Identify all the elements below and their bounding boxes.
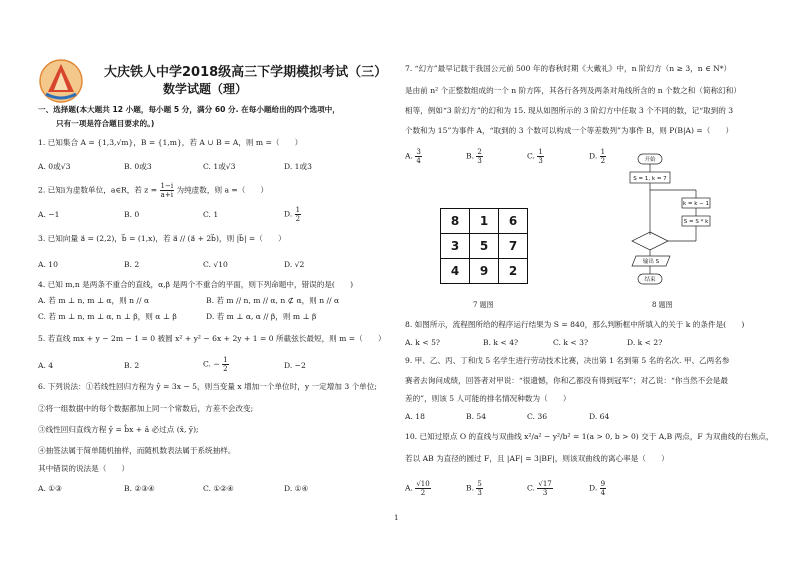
q7-b-den: 3 (477, 157, 482, 165)
question-8-stem: 8. 如图所示，流程图所给的程序运行结果为 S = 840，那么判断框中所填入的关于 k 的条件是( ) (405, 320, 745, 329)
section-heading-1: 一、选择题(本大题共 12 小题，每小题 5 分，满分 60 分. 在每小题给出的四个选项中， (38, 105, 340, 114)
q2-option-d-label: D. (284, 209, 293, 219)
question-9-line-3: 差的”，则该 5 人可能的排名情况种数为（ ） (405, 394, 571, 403)
q3-option-b[interactable]: B. 2 (124, 260, 140, 269)
q5-option-b[interactable]: B. 2 (124, 361, 140, 370)
school-title: 大庆铁人中学2018级高三下学期模拟考试（三） (104, 65, 388, 80)
q7-c-num: 1 (538, 148, 543, 156)
q7-a-label: A. (405, 151, 413, 161)
q10-a-num: √10 (416, 480, 430, 488)
q9-option-c[interactable]: C. 36 (527, 412, 548, 421)
q6-option-d[interactable]: D. ①④ (284, 484, 309, 493)
q1-option-a[interactable]: A. 0或√3 (38, 162, 71, 171)
flowchart (616, 152, 712, 292)
q6-option-c[interactable]: C. ①②④ (203, 484, 234, 493)
q10-c-label: C. (527, 483, 535, 493)
q2-d-num: 1 (295, 206, 301, 214)
q5-c-den: 2 (223, 365, 228, 373)
flow-end-label: 结束 (644, 277, 656, 283)
q8-option-c[interactable]: C. k < 3? (553, 338, 589, 347)
q2-option-d-fraction (295, 206, 301, 223)
q5-option-c-fraction (222, 356, 228, 373)
q2-fraction (160, 182, 175, 199)
q1-option-d[interactable]: D. 1或3 (284, 162, 312, 171)
q7-d-label: D. (589, 151, 598, 161)
q10-option-a[interactable] (405, 480, 431, 497)
magic-cell: 6 (499, 209, 528, 234)
q5-option-c[interactable] (203, 356, 229, 373)
magic-cell: 8 (441, 209, 470, 234)
magic-cell: 5 (470, 234, 499, 259)
page-number: 1 (394, 514, 399, 522)
q10-b-fraction (476, 480, 482, 497)
q2-stem-end: 为纯虚数，则 a =（ ） (176, 185, 269, 195)
question-7-line-3: 相等，例如“3 阶幻方”的幻和为 15. 现从如图所示的 3 阶幻方中任取 3 个不同的数，记“取到的 3 (405, 106, 734, 115)
flow-start-label: 开始 (644, 157, 656, 163)
question-5-stem: 5. 若直线 mx + y − 2m − 1 = 0 被圆 x² + y² − 6x + 2y + 1 = 0 所截弦长最短，则 m =（ ） (38, 334, 386, 343)
q9-option-b[interactable]: B. 54 (466, 412, 487, 421)
figure-7-caption: 7 题图 (473, 301, 494, 309)
q10-d-label: D. (589, 483, 598, 493)
q10-b-den: 3 (477, 489, 482, 497)
q10-b-num: 5 (477, 480, 482, 488)
q9-option-d[interactable]: D. 64 (589, 412, 610, 421)
q7-option-c[interactable] (527, 148, 544, 165)
q10-a-label: A. (405, 483, 413, 493)
q10-c-fraction (537, 480, 552, 497)
question-4-stem: 4. 已知 m,n 是两条不重合的直线，α,β 是两个不重合的平面，则下列命题中，错误的是( ) (38, 280, 354, 289)
school-logo (38, 58, 84, 104)
q2-d-den: 2 (295, 215, 301, 223)
q2-option-c[interactable]: C. 1 (203, 210, 219, 219)
q7-c-fraction (537, 148, 543, 165)
magic-cell: 3 (441, 234, 470, 259)
q3-option-a[interactable]: A. 10 (38, 260, 58, 269)
q10-option-b[interactable] (466, 480, 483, 497)
q1-option-b[interactable]: B. 0或3 (124, 162, 152, 171)
question-6-line-3: ③线性回归直线方程 ŷ = b̂x + â 必过点 (x̄, ȳ); (38, 425, 199, 434)
question-7-line-2: 是由前 n² 个正整数组成的一个 n 阶方阵，其各行各列及两条对角线所含的 n 个数之和（简称幻和） (405, 86, 741, 95)
q7-b-num: 2 (477, 148, 482, 156)
q6-option-b[interactable]: B. ②③④ (124, 484, 155, 493)
question-10-line-2: 若以 AB 为直径的圆过 F，且 |AF| = 3|BF|，则该双曲线的离心率是（ ） (405, 454, 669, 463)
magic-cell: 1 (470, 209, 499, 234)
flow-init-label: S = 1, k = 7 (633, 176, 667, 182)
q7-option-b[interactable] (466, 148, 483, 165)
q7-option-d[interactable] (589, 148, 606, 165)
q10-a-den: 2 (420, 489, 426, 497)
question-2-stem (38, 182, 268, 199)
magic-cell: 7 (499, 234, 528, 259)
q7-c-label: C. (527, 151, 535, 161)
subject-title: 数学试题（理） (163, 82, 248, 96)
q5-c-num: 1 (223, 356, 228, 364)
q2-stem-start: 2. 已知i为虚数单位，a∈R，若 z = (38, 185, 158, 195)
q4-option-b[interactable]: B. 若 m // n, m // α, n ⊄ α，则 n // α (206, 296, 340, 305)
q9-option-a[interactable]: A. 18 (405, 412, 425, 421)
q5-option-d[interactable]: D. −2 (284, 361, 306, 370)
q2-frac-num: 1−i (160, 182, 174, 190)
question-6-line-1: 6. 下列说法：①若线性回归方程为 ŷ = 3x − 5，则当变量 x 增加一个单位时，y 一定增加 3 个单位; (38, 382, 377, 391)
section-heading-2: 只有一项是符合题目要求的。) (56, 119, 155, 128)
q10-c-num: √17 (538, 480, 552, 488)
figure-8-caption: 8 题图 (652, 301, 673, 309)
flow-step1-label: k = k − 1 (682, 201, 710, 207)
q10-option-c[interactable] (527, 480, 553, 497)
magic-cell: 2 (499, 259, 528, 284)
magic-square (440, 208, 528, 284)
q7-d-den: 2 (600, 157, 606, 165)
q5-option-a[interactable]: A. 4 (38, 361, 54, 370)
magic-cell: 9 (470, 259, 499, 284)
question-9-line-1: 9. 甲、乙、丙、丁和戊 5 名学生进行劳动技术比赛，决出第 1 名到第 5 名的名次. 甲、乙两名参 (405, 356, 730, 365)
question-6-line-2: ②将一组数据中的每个数据都加上同一个常数后，方差不会改变; (38, 404, 254, 413)
q8-option-d[interactable]: D. k < 2? (627, 338, 663, 347)
q8-option-a[interactable]: A. k < 5? (405, 338, 441, 347)
q10-d-fraction (600, 480, 606, 497)
q3-option-d[interactable]: D. √2 (284, 260, 305, 269)
question-7-line-4: 个数和为 15”为事件 A，“取到的 3 个数可以构成一个等差数列”为事件 B，则 P(B|A) =（ ） (405, 126, 734, 135)
q4-option-d[interactable]: D. 若 m ⊥ α, α // β，则 m ⊥ β (206, 312, 317, 321)
q7-c-den: 3 (538, 157, 543, 165)
question-6-line-4: ④抽签法属于简单随机抽样，而随机数表法属于系统抽样。 (38, 446, 236, 455)
question-7-line-1: 7. “幻方”最早记载于我国公元前 500 年的春秋时期《大戴礼》中，n 阶幻方（n ≥ 3，n ∈ N*） (405, 64, 732, 73)
q2-frac-den: a+i (160, 191, 173, 199)
q2-option-a[interactable]: A. −1 (38, 210, 60, 219)
q6-option-a[interactable]: A. ①③ (38, 484, 62, 493)
question-6-line-5: 其中错误的说法是（ ） (38, 464, 130, 473)
q4-option-a[interactable]: A. 若 m ⊥ n, m ⊥ α，则 n // α (38, 296, 150, 305)
q7-option-a[interactable] (405, 148, 422, 165)
q7-a-num: 3 (416, 148, 421, 156)
q7-b-label: B. (466, 151, 474, 161)
q10-a-fraction (415, 480, 430, 497)
question-10-line-1: 10. 已知过原点 O 的直线与双曲线 x²/a² − y²/b² = 1(a > 0, b > 0) 交于 A,B 两点，F 为双曲线的右焦点， (405, 432, 774, 441)
q10-d-den: 4 (600, 489, 606, 497)
magic-cell: 4 (441, 259, 470, 284)
q10-b-label: B. (466, 483, 474, 493)
q3-option-c[interactable]: C. √10 (203, 260, 228, 269)
q5-option-c-label: C. − (203, 359, 220, 369)
q7-a-den: 4 (416, 157, 421, 165)
question-3-stem: 3. 已知向量 a⃗ = (2,2)，b⃗ = (1,x)，若 a⃗ // (a⃗ + 2b⃗)，则 |b⃗| =（ ） (38, 234, 286, 243)
q7-d-num: 1 (600, 148, 606, 156)
q7-a-fraction (415, 148, 421, 165)
q10-c-den: 3 (542, 489, 548, 497)
q10-d-num: 9 (600, 480, 606, 488)
question-9-line-2: 赛者去询问成绩，回答者对甲说：“很遗憾，你和乙都没有得到冠军”；对乙说：“你当然不会是最 (405, 376, 728, 385)
q7-b-fraction (476, 148, 482, 165)
q4-option-c[interactable]: C. 若 m ⊥ n, m ⊥ α, n ⊥ β，则 α ⊥ β (38, 312, 177, 321)
q2-option-d[interactable] (284, 206, 301, 223)
q7-d-fraction (600, 148, 606, 165)
q8-option-b[interactable]: B. k < 4? (483, 338, 519, 347)
q1-option-c[interactable]: C. 1或√3 (203, 162, 236, 171)
question-1-stem: 1. 已知集合 A = {1,3,√m}，B = {1,m}，若 A ∪ B = A，则 m =（ ） (38, 138, 303, 147)
q10-option-d[interactable] (589, 480, 606, 497)
q2-option-b[interactable]: B. 0 (124, 210, 140, 219)
flow-step2-label: S = S * k (683, 219, 709, 225)
flow-output-label: 输出 S (642, 259, 660, 265)
